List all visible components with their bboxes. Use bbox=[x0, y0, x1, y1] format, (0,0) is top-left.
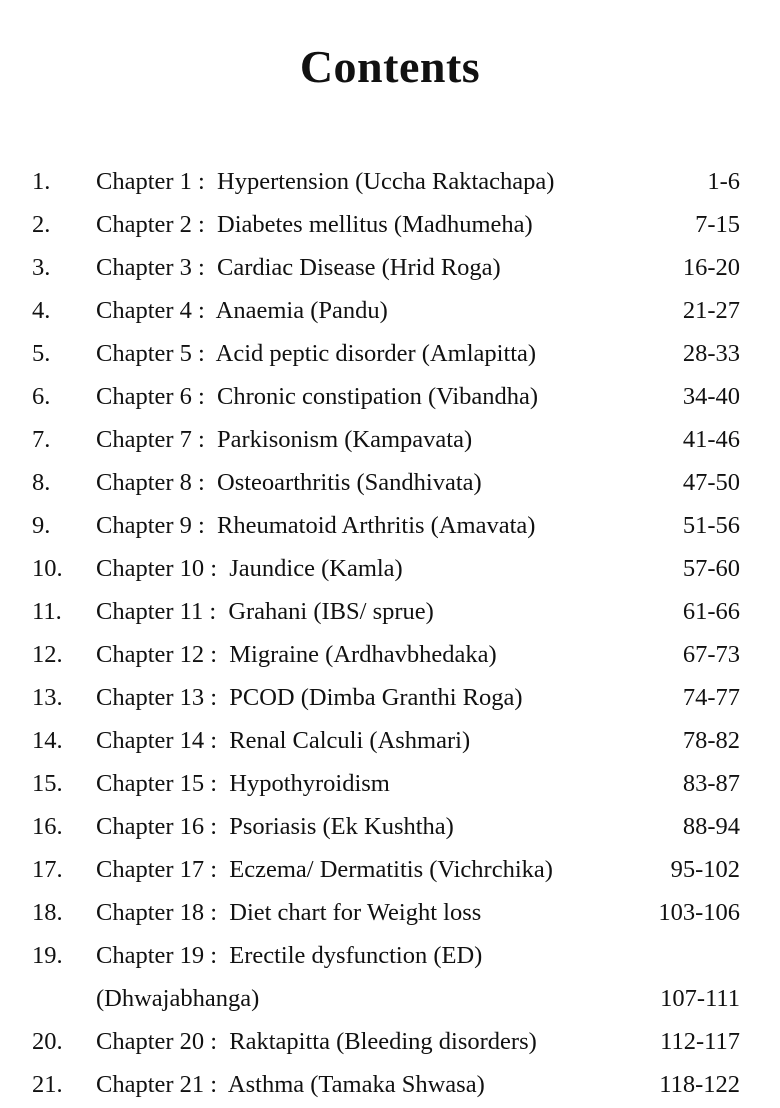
toc-entry-17 bbox=[0, 850, 780, 893]
page-range: 51-56 bbox=[682, 512, 740, 539]
entry-number: 16. bbox=[32, 813, 63, 840]
entry-label bbox=[96, 549, 403, 589]
entry-label bbox=[96, 205, 533, 245]
toc-entry-6 bbox=[0, 377, 780, 420]
entry-label bbox=[96, 248, 501, 288]
page-range: 16-20 bbox=[682, 254, 740, 281]
entry-label bbox=[96, 721, 470, 761]
chapter-title: Rheumatoid Arthritis (Amavata) bbox=[217, 512, 536, 539]
toc-entry-9 bbox=[0, 506, 780, 549]
chapter-label: Chapter 5 : bbox=[96, 340, 205, 367]
chapter-title: Osteoarthritis (Sandhivata) bbox=[217, 469, 482, 496]
chapter-label: Chapter 17 : bbox=[96, 856, 218, 883]
entry-number: 14. bbox=[32, 727, 63, 754]
page-range: 67-73 bbox=[682, 641, 740, 668]
toc-entry-15 bbox=[0, 764, 780, 807]
entry-label bbox=[96, 893, 481, 933]
entry-number: 6. bbox=[32, 383, 51, 410]
toc-entry-19 bbox=[0, 936, 780, 979]
chapter-title: Migraine (Ardhavbhedaka) bbox=[229, 641, 497, 668]
entry-number: 8. bbox=[32, 469, 51, 496]
entry-number: 15. bbox=[32, 770, 63, 797]
toc-entry-19-continued bbox=[0, 979, 780, 1022]
page-range: 95-102 bbox=[670, 856, 740, 883]
entry-label bbox=[96, 764, 390, 804]
page-title: Contents bbox=[299, 40, 481, 92]
toc-entry-14 bbox=[0, 721, 780, 764]
toc-entry-3 bbox=[0, 248, 780, 291]
page-range: 83-87 bbox=[682, 770, 740, 797]
entry-number: 5. bbox=[32, 340, 51, 367]
page-range: 47-50 bbox=[682, 469, 740, 496]
chapter-title: Diabetes mellitus (Madhumeha) bbox=[217, 211, 533, 238]
entry-label bbox=[96, 377, 538, 417]
entry-label bbox=[96, 592, 434, 632]
chapter-title: Parkisonism (Kampavata) bbox=[217, 426, 473, 453]
chapter-label: Chapter 10 : bbox=[96, 555, 218, 582]
chapter-label: Chapter 19 : bbox=[96, 942, 218, 969]
page-range: 103-106 bbox=[658, 899, 740, 926]
chapter-label: Chapter 8 : bbox=[96, 469, 205, 496]
page-range: 78-82 bbox=[682, 727, 740, 754]
toc-entry-13 bbox=[0, 678, 780, 721]
entry-label bbox=[96, 850, 553, 890]
chapter-title: Raktapitta (Bleeding disorders) bbox=[229, 1028, 537, 1055]
chapter-title: Renal Calculi (Ashmari) bbox=[229, 727, 471, 754]
toc-entry-18 bbox=[0, 893, 780, 936]
chapter-label: Chapter 18 : bbox=[96, 899, 218, 926]
entry-label bbox=[96, 1022, 537, 1062]
page-range: 41-46 bbox=[682, 426, 740, 453]
entry-label bbox=[96, 807, 454, 847]
entry-label bbox=[96, 979, 259, 1019]
chapter-title: Eczema/ Dermatitis (Vichrchika) bbox=[229, 856, 553, 883]
chapter-label: Chapter 14 : bbox=[96, 727, 218, 754]
chapter-label: Chapter 6 : bbox=[96, 383, 205, 410]
chapter-title: Cardiac Disease (Hrid Roga) bbox=[217, 254, 501, 281]
toc-entry-2 bbox=[0, 205, 780, 248]
page-range: 112-117 bbox=[660, 1028, 740, 1055]
entry-number: 9. bbox=[32, 512, 51, 539]
entry-number: 7. bbox=[32, 426, 51, 453]
entry-number: 2. bbox=[32, 211, 51, 238]
chapter-title: PCOD (Dimba Granthi Roga) bbox=[229, 684, 523, 711]
toc-entry-21 bbox=[0, 1065, 780, 1108]
chapter-label: Chapter 4 : bbox=[96, 297, 205, 324]
entry-number: 3. bbox=[32, 254, 51, 281]
chapter-title: Anaemia (Pandu) bbox=[215, 297, 388, 324]
toc-entry-4 bbox=[0, 291, 780, 334]
entry-label bbox=[96, 463, 482, 503]
toc-entry-16 bbox=[0, 807, 780, 850]
chapter-label: Chapter 11 : bbox=[96, 598, 217, 625]
chapter-title: Erectile dysfunction (ED) bbox=[229, 942, 483, 969]
toc-entry-20 bbox=[0, 1022, 780, 1065]
toc-entry-12 bbox=[0, 635, 780, 678]
chapter-title: Asthma (Tamaka Shwasa) bbox=[227, 1071, 485, 1098]
entry-number: 18. bbox=[32, 899, 63, 926]
table-of-contents bbox=[0, 162, 780, 1108]
chapter-label: Chapter 2 : bbox=[96, 211, 205, 238]
entry-number: 4. bbox=[32, 297, 51, 324]
page-range: 1-6 bbox=[707, 168, 740, 195]
chapter-label: Chapter 20 : bbox=[96, 1028, 218, 1055]
entry-label bbox=[96, 936, 482, 976]
entry-number: 13. bbox=[32, 684, 63, 711]
entry-number: 20. bbox=[32, 1028, 63, 1055]
entry-number: 21. bbox=[32, 1071, 63, 1098]
page-range: 7-15 bbox=[695, 211, 740, 238]
page-range: 28-33 bbox=[682, 340, 740, 367]
toc-entry-1 bbox=[0, 162, 780, 205]
chapter-title: Diet chart for Weight loss bbox=[229, 899, 482, 926]
chapter-title: Psoriasis (Ek Kushtha) bbox=[229, 813, 454, 840]
page-range: 88-94 bbox=[682, 813, 740, 840]
chapter-label: Chapter 21 : bbox=[96, 1071, 218, 1098]
entry-number: 1. bbox=[32, 168, 51, 195]
toc-entry-10 bbox=[0, 549, 780, 592]
chapter-label: Chapter 16 : bbox=[96, 813, 218, 840]
entry-label bbox=[96, 678, 523, 718]
entry-label bbox=[96, 506, 535, 546]
chapter-title: Acid peptic disorder (Amlapitta) bbox=[215, 340, 537, 367]
entry-label bbox=[96, 162, 554, 202]
chapter-label: Chapter 9 : bbox=[96, 512, 205, 539]
chapter-label: Chapter 12 : bbox=[96, 641, 218, 668]
page-range: 118-122 bbox=[659, 1071, 740, 1098]
entry-number: 10. bbox=[32, 555, 63, 582]
entry-label bbox=[96, 635, 497, 675]
chapter-label: Chapter 15 : bbox=[96, 770, 218, 797]
toc-entry-11 bbox=[0, 592, 780, 635]
page-range: 21-27 bbox=[682, 297, 740, 324]
entry-number: 12. bbox=[32, 641, 63, 668]
chapter-label: Chapter 1 : bbox=[96, 168, 205, 195]
page-range: 61-66 bbox=[682, 598, 740, 625]
chapter-label: Chapter 3 : bbox=[96, 254, 205, 281]
entry-label bbox=[96, 420, 472, 460]
page-range: 74-77 bbox=[682, 684, 740, 711]
page-range: 57-60 bbox=[682, 555, 740, 582]
entry-label bbox=[96, 1065, 485, 1105]
chapter-title: Hypertension (Uccha Raktachapa) bbox=[217, 168, 555, 195]
entry-label bbox=[96, 291, 388, 331]
entry-number: 19. bbox=[32, 942, 63, 969]
chapter-label: Chapter 7 : bbox=[96, 426, 205, 453]
entry-number: 11. bbox=[32, 598, 62, 625]
toc-entry-8 bbox=[0, 463, 780, 506]
chapter-title-continued: (Dhwajabhanga) bbox=[96, 985, 260, 1012]
chapter-title: Hypothyroidism bbox=[229, 770, 390, 797]
entry-number: 17. bbox=[32, 856, 63, 883]
entry-label bbox=[96, 334, 536, 374]
toc-entry-5 bbox=[0, 334, 780, 377]
page-range: 34-40 bbox=[682, 383, 740, 410]
chapter-label: Chapter 13 : bbox=[96, 684, 218, 711]
page-range: 107-111 bbox=[660, 985, 740, 1012]
toc-entry-7 bbox=[0, 420, 780, 463]
chapter-title: Chronic constipation (Vibandha) bbox=[217, 383, 539, 410]
chapter-title: Jaundice (Kamla) bbox=[229, 555, 403, 582]
chapter-title: Grahani (IBS/ sprue) bbox=[228, 598, 434, 625]
